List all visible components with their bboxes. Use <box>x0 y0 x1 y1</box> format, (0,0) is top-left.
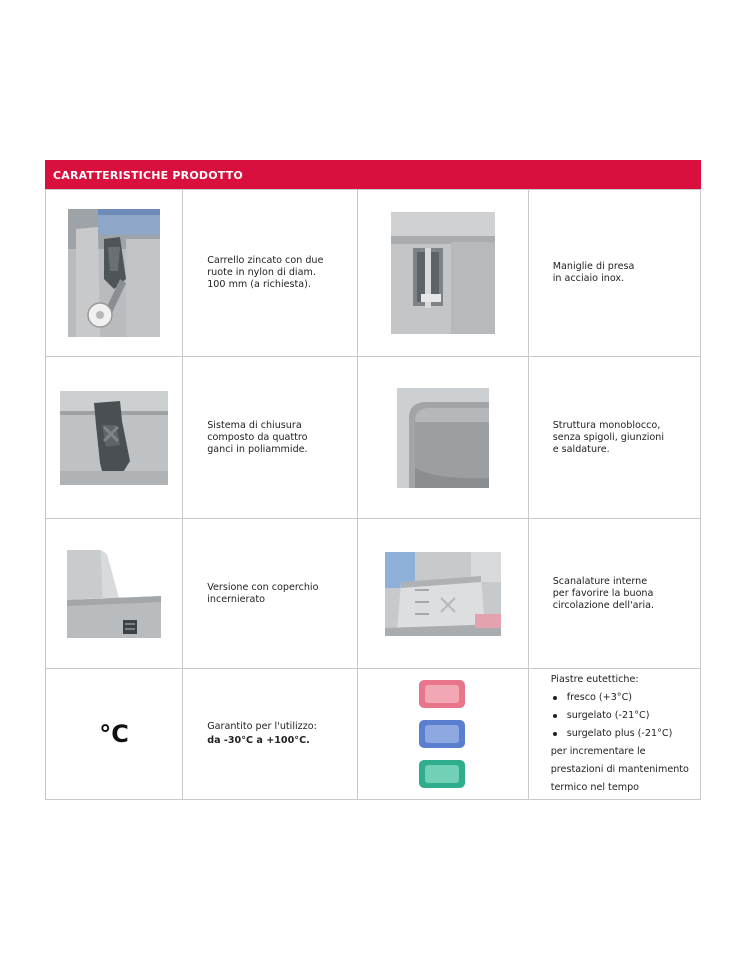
feature-description: Scanalature interne per favorire la buona circolazione dell'aria. <box>552 575 655 611</box>
eutectic-plates-image <box>413 676 473 792</box>
temperature-range-label: Garantito per l'utilizzo: <box>207 721 317 732</box>
feature-text-cell <box>183 190 358 357</box>
plate-frozen-icon <box>419 720 465 748</box>
temperature-range-value: da -30°C a +100°C. <box>207 735 310 746</box>
feature-text-cell <box>528 190 700 357</box>
feature-image-cell <box>358 357 528 519</box>
plates-list-item: surgelato plus (-21°C) <box>567 725 700 743</box>
feature-image-cell <box>46 519 183 669</box>
feature-image-cell <box>46 190 183 357</box>
plates-image-cell <box>358 669 528 800</box>
feature-description: Maniglie di presa in acciaio inox. <box>552 261 635 284</box>
feature-text-cell <box>528 519 700 669</box>
feature-text-cell <box>183 519 358 669</box>
product-features-sheet <box>45 160 701 800</box>
corner-image <box>397 388 489 488</box>
plates-list-item: fresco (+3°C) <box>567 689 700 707</box>
hinged-lid-image <box>67 550 161 638</box>
plates-title: Piastre eutettiche: <box>550 674 639 685</box>
plates-text-cell <box>528 669 700 800</box>
feature-description: Struttura monoblocco, senza spigoli, giunzioni e saldature. <box>552 419 665 455</box>
grooves-image <box>385 552 501 636</box>
features-table <box>45 189 701 800</box>
feature-text-cell <box>528 357 700 519</box>
latch-image <box>60 391 168 485</box>
plates-footer-line: per incrementare le <box>550 746 646 757</box>
temperature-text-cell <box>183 669 358 800</box>
section-header: CARATTERISTICHE PRODOTTO <box>45 160 701 189</box>
plates-footer-line: termico nel tempo <box>550 782 640 793</box>
handle-image <box>391 212 495 334</box>
feature-image-cell <box>358 519 528 669</box>
plates-list <box>551 689 700 743</box>
feature-image-cell <box>358 190 528 357</box>
feature-text-cell <box>183 357 358 519</box>
feature-description: Versione con coperchio incernierato <box>207 581 319 605</box>
degree-celsius-symbol: °C <box>99 720 129 748</box>
plates-footer-line: prestazioni di mantenimento <box>550 764 689 775</box>
feature-image-cell <box>46 357 183 519</box>
feature-description: Sistema di chiusura composto da quattro ganci in poliammide. <box>207 419 308 455</box>
temperature-symbol-cell <box>46 669 183 800</box>
plate-fresh-icon <box>419 680 465 708</box>
feature-description: Carrello zincato con due ruote in nylon di diam. 100 mm (a richiesta). <box>207 255 324 290</box>
plate-frozen-plus-icon <box>419 760 465 788</box>
plates-list-item: surgelato (-21°C) <box>567 707 700 725</box>
plates-description <box>529 671 700 797</box>
trolley-wheel-image <box>68 209 160 337</box>
